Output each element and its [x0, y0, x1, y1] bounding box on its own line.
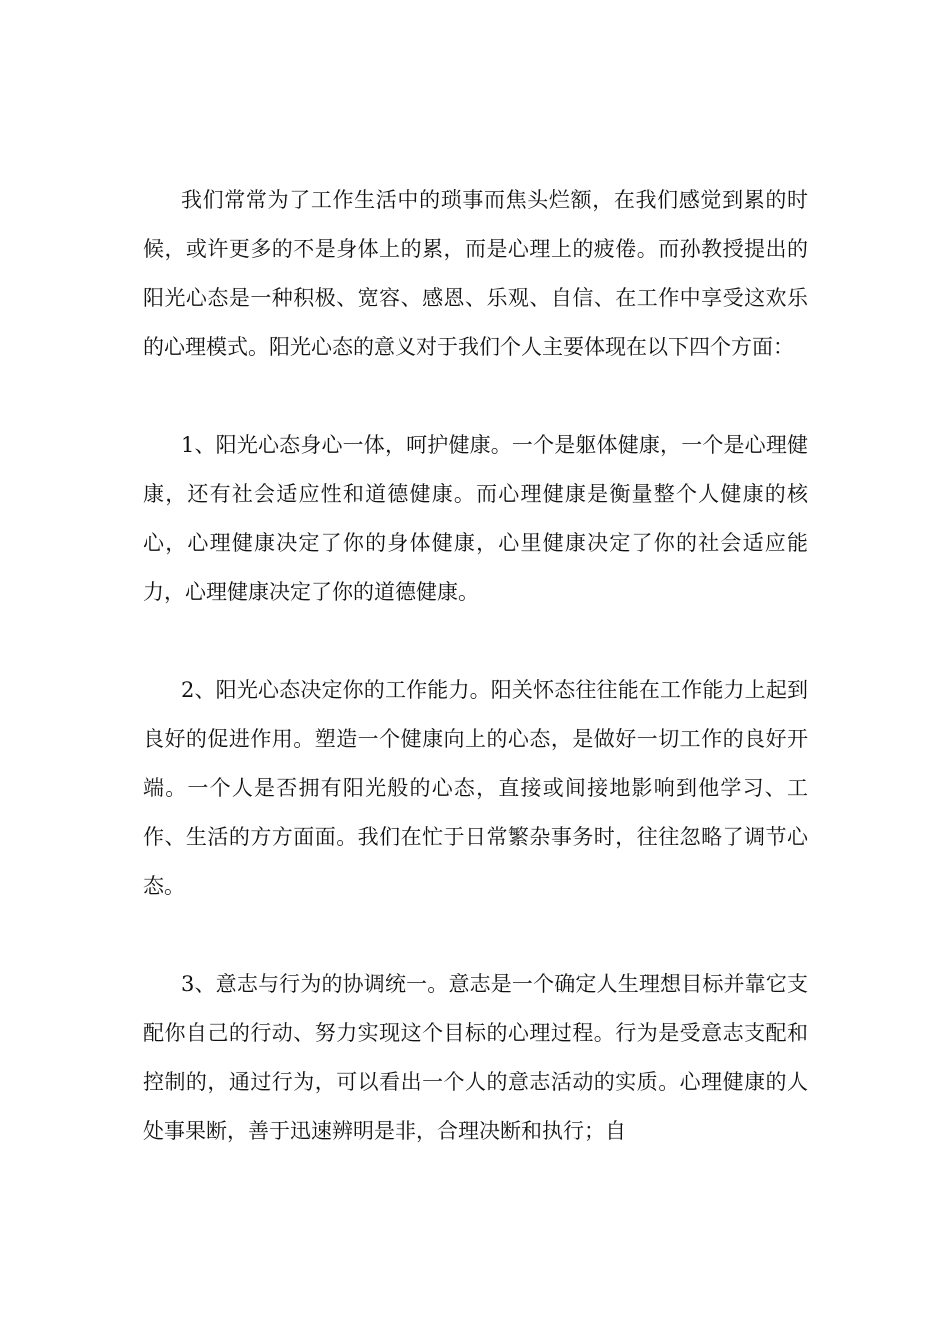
paragraph-gap [143, 617, 808, 666]
paragraph-point-1: 1、阳光心态身心一体，呵护健康。一个是躯体健康，一个是心理健康，还有社会适应性和道德健康。而心理健康是衡量整个人健康的核心，心理健康决定了你的身体健康，心里健康决定了你的社会适应能力，心理健康决定了你的道德健康。 [143, 433, 808, 604]
document-body [143, 176, 808, 1156]
paragraph-gap [143, 372, 808, 421]
paragraph-point-3: 3、意志与行为的协调统一。意志是一个确定人生理想目标并靠它支配你自己的行动、努力实现这个目标的心理过程。行为是受意志支配和控制的，通过行为，可以看出一个人的意志活动的实质。心理健康的人处事果断，善于迅速辨明是非，合理决断和执行；自 [143, 972, 808, 1143]
paragraph-intro: 我们常常为了工作生活中的琐事而焦头烂额，在我们感觉到累的时候，或许更多的不是身体上的累，而是心理上的疲倦。而孙教授提出的阳光心态是一种积极、宽容、感恩、乐观、自信、在工作中享受这欢乐的心理模式。阳光心态的意义对于我们个人主要体现在以下四个方面： [143, 188, 808, 359]
paragraph-gap [143, 911, 808, 960]
paragraph-point-2: 2、阳光心态决定你的工作能力。阳关怀态往往能在工作能力上起到良好的促进作用。塑造一个健康向上的心态，是做好一切工作的良好开端。一个人是否拥有阳光般的心态，直接或间接地影响到他学习、工作、生活的方方面面。我们在忙于日常繁杂事务时，往往忽略了调节心态。 [143, 678, 808, 898]
